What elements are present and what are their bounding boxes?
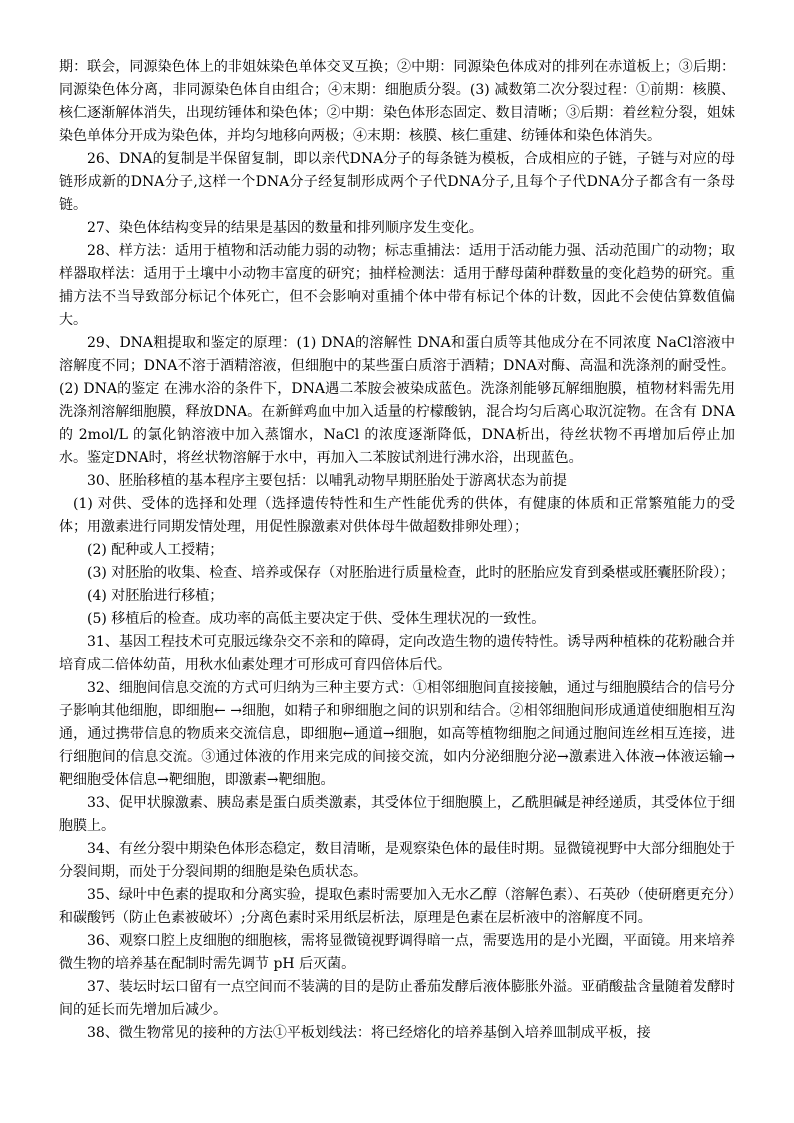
document-paragraph: 36、观察口腔上皮细胞的细胞核，需将显微镜视野调得暗一点，需要选用的是小光圈，平面镜。用来培养微生物的培养基在配制时需先调节 pH 后灭菌。 xyxy=(59,933,735,972)
document-paragraph: 32、细胞间信息交流的方式可归纳为三种主要方式：①相邻细胞间直接接触，通过与细胞膜结合的信号分子影响其他细胞，即细胞← →细胞，如精子和卵细胞之间的识别和结合。②相邻细胞间形成通道使细胞相互沟通，通过携带信息的物质来交流信息，即细胞←通道→细胞，如高等植物细胞之间通过胞间连丝相互连接，进行细胞间的信息交流。③通过体液的作用来完成的间接交流，如内分泌细胞分泌→激素进入体液→体液运输→靶细胞受体信息→靶细胞，即激素→靶细胞。 xyxy=(59,680,735,788)
document-paragraph: 38、微生物常见的接种的方法①平板划线法：将已经熔化的培养基倒入培养皿制成平板，接 xyxy=(87,1025,651,1041)
document-paragraph: 26、DNA的复制是半保留复制，即以亲代DNA分子的每条链为模板，合成相应的子链，子链与对应的母链形成新的DNA分子,这样一个DNA分子经复制形成两个子代DNA分子,且每个子代DNA分子都含有一条母链。 xyxy=(59,151,735,213)
document-paragraph: 31、基因工程技术可克服远缘杂交不亲和的障碍，定向改造生物的遗传特性。诱导两种植株的花粉融合并培育成二倍体幼苗，用秋水仙素处理才可形成可育四倍体后代。 xyxy=(59,634,735,673)
document-paragraph: 29、DNA粗提取和鉴定的原理：(1) DNA的溶解性 DNA和蛋白质等其他成分在不同浓度 NaCl溶液中溶解度不同；DNA不溶于酒精溶液，但细胞中的某些蛋白质溶于酒精；DNA对酶、高温和洗涤剂的耐受性。(2) DNA的鉴定 在沸水浴的条件下，DNA遇二苯胺会被染成蓝色。洗涤剂能够瓦解细胞膜，植物材料需先用洗涤剂溶解细胞膜，释放DNA。在新鲜鸡血中加入适量的柠檬酸钠，混合均匀后离心取沉淀物。在含有 DNA的 2mol/L 的氯化钠溶液中加入蒸馏水，NaCl 的浓度逐渐降低，DNA析出，待丝状物不再增加后停止加水。鉴定DNA时，将丝状物溶解于水中，再加入二苯胺试剂进行沸水浴，出现蓝色。 xyxy=(59,335,735,466)
document-paragraph: 28、样方法：适用于植物和活动能力弱的动物；标志重捕法：适用于活动能力强、活动范围广的动物；取样器取样法：适用于土壤中小动物丰富度的研究；抽样检测法：适用于酵母菌种群数量的变化趋势的研究。重捕方法不当导致部分标记个体死亡，但不会影响对重捕个体中带有标记个体的计数，因此不会使估算数值偏大。 xyxy=(59,243,735,328)
document-paragraph: 30、胚胎移植的基本程序主要包括：以哺乳动物早期胚胎处于游离状态为前提 xyxy=(87,473,567,489)
document-paragraph: 27、染色体结构变异的结果是基因的数量和排列顺序发生变化。 xyxy=(87,220,483,236)
document-paragraph: 33、促甲状腺激素、胰岛素是蛋白质类激素，其受体位于细胞膜上，乙酰胆碱是神经递质，其受体位于细胞膜上。 xyxy=(59,795,735,834)
document-paragraph: (2) 配种或人工授精； xyxy=(87,542,224,558)
document-paragraph: 34、有丝分裂中期染色体形态稳定，数目清晰，是观察染色体的最佳时期。显微镜视野中大部分细胞处于分裂间期，而处于分裂间期的细胞是染色质状态。 xyxy=(59,841,735,880)
document-paragraph: 期：联会，同源染色体上的非姐妹染色单体交叉互换；②中期：同源染色体成对的排列在赤道板上；③后期：同源染色体分离，非同源染色体自由组合；④末期：细胞质分裂。(3) 减数第二次分裂过程：①前期：核膜、核仁逐渐解体消失，出现纺锤体和染色体；②中期：染色体形态固定、数目清晰；③后期：着丝粒分裂，姐妹染色单体分开成为染色体，并均匀地移向两极；④末期：核膜、核仁重建、纺锤体和染色体消失。 xyxy=(59,59,735,144)
document-paragraph: (5) 移植后的检查。成功率的高低主要决定于供、受体生理状况的一致性。 xyxy=(87,611,546,627)
document-paragraph: 35、绿叶中色素的提取和分离实验，提取色素时需要加入无水乙醇（溶解色素）、石英砂（使研磨更充分）和碳酸钙（防止色素被破坏）;分离色素时采用纸层析法，原理是色素在层析液中的溶解度不同。 xyxy=(59,887,735,926)
document-paragraph: (1) 对供、受体的选择和处理（选择遗传特性和生产性能优秀的供体，有健康的体质和正常繁殖能力的受体；用激素进行同期发情处理，用促性腺激素对供体母牛做超数排卵处理）； xyxy=(59,496,735,535)
document-paragraph: (3) 对胚胎的收集、检查、培养或保存（对胚胎进行质量检查，此时的胚胎应发育到桑椹或胚囊胚阶段）； xyxy=(87,565,735,581)
document-paragraph: 37、装坛时坛口留有一点空间而不装满的目的是防止番茄发酵后液体膨胀外溢。亚硝酸盐含量随着发酵时间的延长而先增加后减少。 xyxy=(59,979,735,1018)
document-paragraph: (4) 对胚胎进行移植； xyxy=(87,588,224,604)
